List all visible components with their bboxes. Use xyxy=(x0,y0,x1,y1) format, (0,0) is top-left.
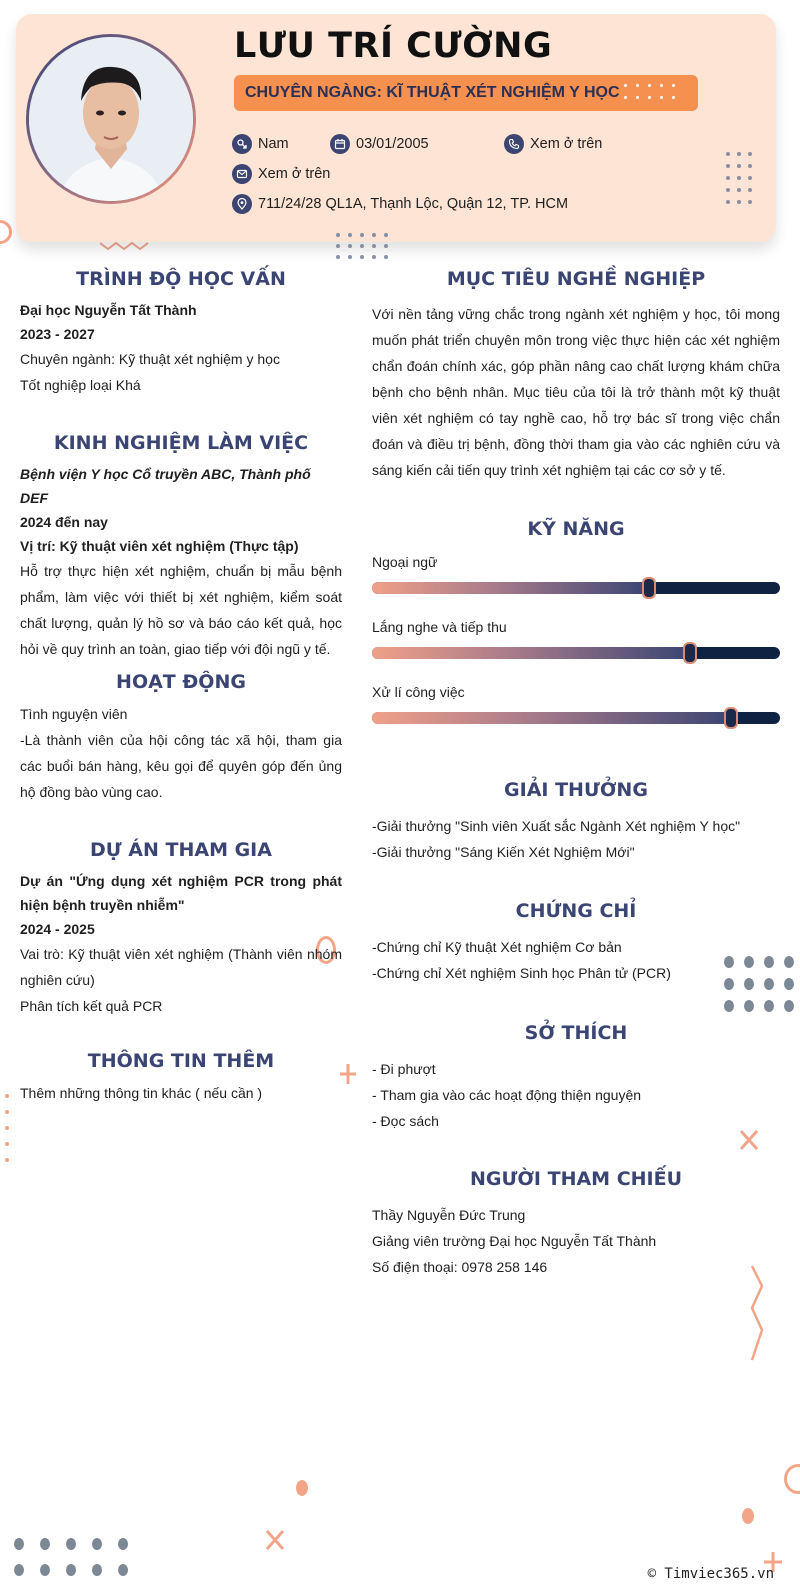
skill-bar-fill xyxy=(372,582,649,594)
dotted-line-decoration xyxy=(4,1092,10,1172)
education-grade: Tốt nghiệp loại Khá xyxy=(20,377,141,393)
major-text: CHUYÊN NGÀNG: KĨ THUẬT XÉT NGHIỆM Y HỌC xyxy=(245,84,620,101)
hobbies-section xyxy=(372,1022,780,1134)
experience-position: Vị trí: Kỹ thuật viên xét nghiệm (Thực tập) xyxy=(20,538,299,554)
dots-decoration xyxy=(624,82,680,104)
candidate-name: LƯU TRÍ CƯỜNG xyxy=(234,26,553,66)
reference-position: Giảng viên trường Đại học Nguyễn Tất Thành xyxy=(372,1233,657,1249)
certificate-item: -Chứng chỉ Xét nghiệm Sinh học Phân tử (PCR) xyxy=(372,965,671,981)
projects-title: DỰ ÁN THAM GIA xyxy=(90,839,272,861)
phone-info xyxy=(504,134,602,154)
phone-icon xyxy=(504,134,524,154)
project-role: Vai trò: Kỹ thuật viên xét nghiệm (Thành viên nhóm nghiên cứu) xyxy=(20,946,342,988)
reference-name: Thầy Nguyễn Đức Trung xyxy=(372,1207,526,1223)
major-banner xyxy=(234,75,698,111)
hobby-item: - Đi phượt xyxy=(372,1061,436,1077)
dot-grid-decoration xyxy=(14,1536,134,1580)
email-text: Xem ở trên xyxy=(258,166,331,182)
award-item: -Giải thưởng "Sáng Kiến Xét Nghiệm Mới" xyxy=(372,844,635,860)
certificates-section xyxy=(372,900,780,986)
birthday-info xyxy=(330,134,429,154)
more-info-title: THÔNG TIN THÊM xyxy=(87,1050,275,1072)
objective-text: Với nền tảng vững chắc trong ngành xét nghiệm y học, tôi mong muốn phát triển chuyên môn trong việc thực hiện các xét nghiệm chẩn đoán chính xác, góp phần nâng cao chất lượng khám chữa bệnh cho bệnh nhân. Mục tiêu của tôi là trở thành một kỹ thuật viên xét nghiệm có tay nghề cao, hỗ trợ bác sĩ trong việc chẩn đoán và điều trị bệnh, đồng thời tham gia vào các nghiên cứu và sáng kiến cải tiến quy trình xét nghiệm tại các cơ sở y tế. xyxy=(372,306,780,478)
activity-name: Tình nguyện viên xyxy=(20,706,128,722)
more-info-section xyxy=(20,1050,342,1106)
skills-section xyxy=(372,518,780,724)
portrait-photo xyxy=(29,37,193,201)
gender-text: Nam xyxy=(258,136,289,152)
gender-icon xyxy=(232,134,252,154)
avatar xyxy=(26,34,196,204)
header-card xyxy=(16,14,776,242)
skill-item xyxy=(372,684,780,724)
skill-bar-fill xyxy=(372,647,690,659)
hobbies-title: SỞ THÍCH xyxy=(524,1022,628,1044)
skill-bar xyxy=(372,712,780,724)
reference-section xyxy=(372,1168,780,1280)
awards-section xyxy=(372,779,780,865)
experience-section xyxy=(20,432,342,662)
education-section xyxy=(20,268,342,398)
objective-section xyxy=(372,268,780,483)
ring-decoration xyxy=(0,220,12,244)
certificates-title: CHỨNG CHỈ xyxy=(515,900,637,922)
activity-description: -Là thành viên của hội công tác xã hội, tham gia các buổi bán hàng, kêu gọi để quyên góp đến ủng hộ đồng bào vùng cao. xyxy=(20,732,342,800)
phone-text: Xem ở trên xyxy=(530,136,603,152)
skill-label: Ngoại ngữ xyxy=(372,554,438,570)
experience-title: KINH NGHIỆM LÀM VIỆC xyxy=(53,432,309,454)
certificate-item: -Chứng chỉ Kỹ thuật Xét nghiệm Cơ bản xyxy=(372,939,622,955)
dot-grid-decoration xyxy=(336,233,396,261)
projects-section xyxy=(20,839,342,1019)
skill-item xyxy=(372,619,780,659)
address-info xyxy=(232,194,568,214)
skill-bar xyxy=(372,647,780,659)
footer-watermark: © Timviec365.vn xyxy=(647,1566,774,1582)
address-text: 711/24/28 QL1A, Thạnh Lộc, Quận 12, TP. HCM xyxy=(258,196,569,212)
education-title: TRÌNH ĐỘ HỌC VẤN xyxy=(76,268,286,290)
email-icon xyxy=(232,164,252,184)
skill-label: Lắng nghe và tiếp thu xyxy=(372,619,507,635)
ring-decoration xyxy=(784,1464,800,1494)
education-major: Chuyên ngành: Kỹ thuật xét nghiệm y học xyxy=(20,351,280,367)
skill-item xyxy=(372,554,780,594)
skills-title: KỸ NĂNG xyxy=(527,518,625,540)
awards-title: GIẢI THƯỞNG xyxy=(504,779,648,801)
hobby-item: - Tham gia vào các hoạt động thiện nguyện xyxy=(372,1087,642,1103)
objective-title: MỤC TIÊU NGHỀ NGHIỆP xyxy=(446,268,706,290)
oval-decoration xyxy=(742,1508,754,1524)
experience-period: 2024 đến nay xyxy=(20,514,108,530)
award-item: -Giải thưởng "Sinh viên Xuất sắc Ngành Xét nghiệm Y học" xyxy=(372,818,741,834)
hobby-item: - Đọc sách xyxy=(372,1113,439,1129)
experience-company: Bệnh viện Y học Cổ truyền ABC, Thành phố DEF xyxy=(20,466,311,506)
education-period: 2023 - 2027 xyxy=(20,326,95,342)
dot-grid-decoration xyxy=(726,152,756,208)
more-info-text: Thêm những thông tin khác ( nếu cần ) xyxy=(20,1085,263,1101)
gender-info xyxy=(232,134,289,154)
skill-bar-knob xyxy=(683,642,697,664)
project-task: Phân tích kết quả PCR xyxy=(20,998,163,1014)
reference-phone: Số điện thoại: 0978 258 146 xyxy=(372,1259,548,1275)
cross-decoration xyxy=(264,1528,286,1552)
project-period: 2024 - 2025 xyxy=(20,921,95,937)
skill-bar-knob xyxy=(724,707,738,729)
skill-bar-fill xyxy=(372,712,731,724)
activities-title: HOẠT ĐỘNG xyxy=(116,671,246,693)
education-school: Đại học Nguyễn Tất Thành xyxy=(20,302,197,318)
skill-bar xyxy=(372,582,780,594)
location-pin-icon xyxy=(232,194,252,214)
birthday-text: 03/01/2005 xyxy=(356,136,429,152)
experience-description: Hỗ trợ thực hiện xét nghiệm, chuẩn bị mẫu bệnh phẩm, làm việc với thiết bị xét nghiệm, kiểm soát chất lượng, quản lý hồ sơ và báo cáo kết quả, học hỏi về quy trình an toàn, giao tiếp với đội ngũ y tế. xyxy=(20,563,342,657)
reference-title: NGƯỜI THAM CHIẾU xyxy=(469,1168,683,1190)
skill-bar-knob xyxy=(642,577,656,599)
oval-decoration xyxy=(296,1480,308,1496)
project-name: Dự án "Ứng dụng xét nghiệm PCR trong phát hiện bệnh truyền nhiễm" xyxy=(20,873,342,913)
activities-section xyxy=(20,671,342,805)
skill-label: Xử lí công việc xyxy=(372,684,465,700)
calendar-icon xyxy=(330,134,350,154)
email-info xyxy=(232,164,330,184)
